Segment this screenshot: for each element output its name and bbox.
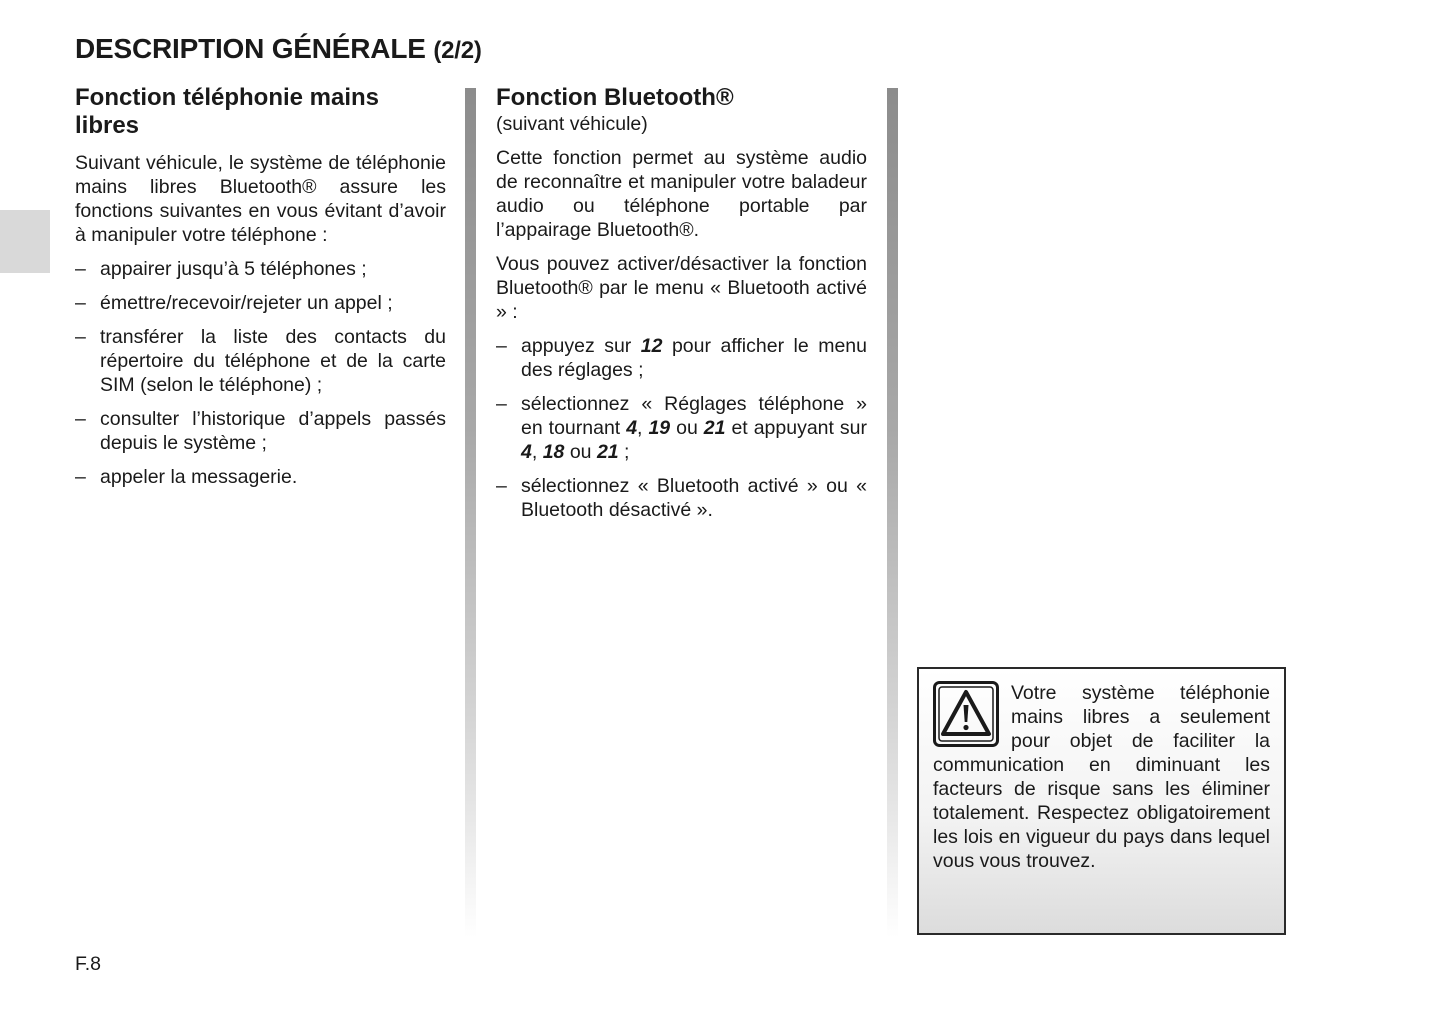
section-tab-marker	[0, 210, 50, 273]
list-item: – appeler la messagerie.	[75, 465, 446, 489]
list-item: – sélectionnez « Réglages téléphone » en tournant 4, 19 ou 21 et appuyant sur 4, 18 ou 21 ;	[496, 392, 867, 464]
page-number: F.8	[75, 953, 102, 975]
handsfree-heading: Fonction téléphonie mains libres	[75, 84, 380, 139]
column-divider	[887, 88, 898, 938]
warning-triangle-icon	[933, 681, 999, 747]
control-number: 12	[640, 335, 663, 357]
list-item: – sélectionnez « Bluetooth activé » ou « Bluetooth désactivé ».	[496, 474, 867, 522]
list-item: – appairer jusqu’à 5 téléphones ;	[75, 257, 446, 281]
bluetooth-para-1: Cette fonction permet au système audio de reconnaître et manipuler votre baladeur audio ou téléphone portable par l’appairage Bluetooth®.	[496, 147, 867, 241]
list-item: – émettre/recevoir/rejeter un appel ;	[75, 291, 446, 315]
control-number: 21	[703, 417, 726, 439]
list-item: – consulter l’historique d’appels passés depuis le système ;	[75, 407, 446, 455]
bluetooth-para-2: Vous pouvez activer/désactiver la fonction Bluetooth® par le menu « Bluetooth activé » :	[496, 253, 867, 323]
handsfree-section	[75, 84, 446, 489]
handsfree-feature-list	[75, 257, 446, 489]
bluetooth-heading: Fonction Bluetooth®	[496, 84, 734, 111]
handsfree-intro: Suivant véhicule, le système de téléphonie mains libres Bluetooth® assure les fonctions suivantes en vous évitant d’avoir à manipuler votre téléphone :	[75, 152, 446, 246]
warning-text: Votre système téléphonie mains libres a seulement pour objet de faciliter la communication en diminuant les facteurs de risque sans les éliminer totalement. Respectez obligatoirement les lois en vigueur du pays dans lequel vous vous trouvez.	[933, 682, 1270, 872]
control-number: 4	[626, 417, 638, 439]
warning-box	[917, 667, 1286, 935]
page-title	[75, 33, 482, 65]
page-title-text: DESCRIPTION GÉNÉRALE	[75, 33, 426, 64]
page-title-suffix: (2/2)	[433, 37, 482, 64]
control-number: 19	[648, 417, 671, 439]
list-item: – appuyez sur 12 pour afficher le menu des réglages ;	[496, 334, 867, 382]
control-number: 4	[521, 441, 532, 463]
list-item: – transférer la liste des contacts du répertoire du téléphone et de la carte SIM (selon le téléphone) ;	[75, 325, 446, 397]
control-number: 18	[542, 441, 565, 463]
control-number: 21	[596, 441, 619, 463]
bluetooth-subheading: (suivant véhicule)	[496, 113, 648, 135]
column-divider	[465, 88, 476, 938]
bluetooth-section	[496, 84, 867, 522]
bluetooth-steps-list	[496, 334, 867, 522]
